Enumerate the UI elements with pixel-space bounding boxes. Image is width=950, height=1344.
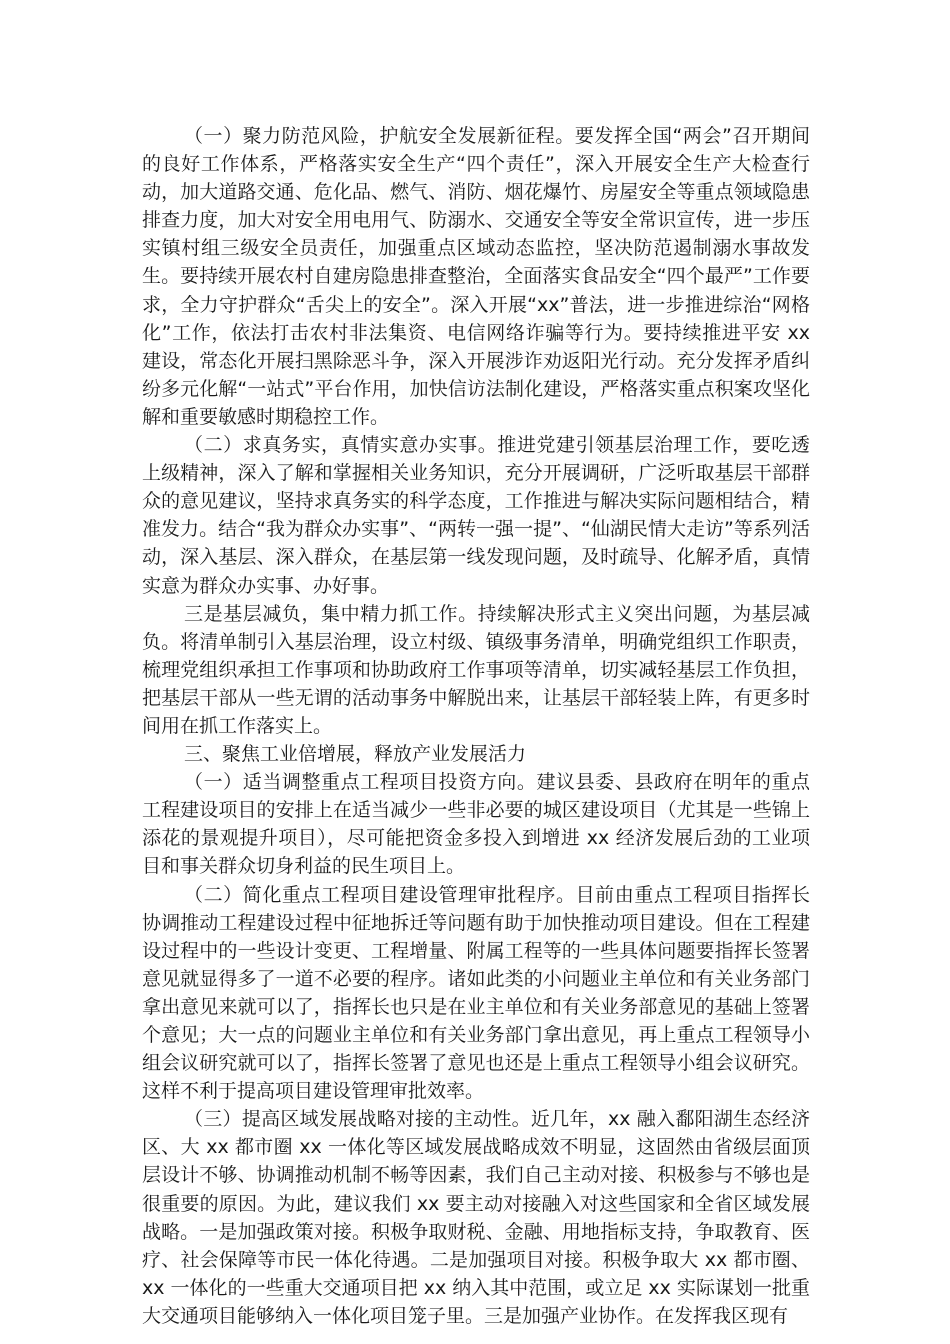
paragraph-burden-reduction: 三是基层减负，集中精力抓工作。持续解决形式主义突出问题，为基层减负。将清单制引入基层治理，设立村级、镇级事务清单，明确党组织工作职责，梳理党组织承担工作事项和协助政府工作事项等清单，切实减轻基层工作负担，把基层干部从一些无谓的活动事务中解脱出来，让基层干部轻装上阵，有更多时间用在抓工作落实上。 xyxy=(142,602,810,737)
section-heading-industry: 三、聚焦工业倍增展，释放产业发展活力 xyxy=(184,743,527,766)
paragraph-approval-procedure: （二）简化重点工程项目建设管理审批程序。目前由重点工程项目指挥长协调推动工程建设过程中征地拆迁等问题有助于加快推动项目建设。但在工程建设过程中的一些设计变更、工程增量、附属工程等的一些具体问题要指挥长签署意见就显得多了一道不必要的程序。诸如此类的小问题业主单位和有关业务部门拿出意见来就可以了，指挥长也只是在业主单位和有关业务部意见的基础上签署个意见；大一点的问题业主单位和有关业务部门拿出意见，再上重点工程领导小组会议研究就可以了，指挥长签署了意见也还是上重点工程领导小组会议研究。这样不利于提高项目建设管理审批效率。 xyxy=(142,883,810,1103)
document-body xyxy=(142,122,810,1330)
paragraph-practical-work: （二）求真务实，真情实意办实事。推进党建引领基层治理工作，要吃透上级精神，深入了解和掌握相关业务知识，充分开展调研，广泛听取基层干部群众的意见建议，坚持求真务实的科学态度，工作推进与解决实际问题相结合，精准发力。结合“我为群众办实事”、“两转一强一提”、“仙湖民情大走访”等系列活动，深入基层、深入群众，在基层第一线发现问题，及时疏导、化解矛盾，真情实意为群众办实事、办好事。 xyxy=(142,434,810,597)
paragraph-investment-direction: （一）适当调整重点工程项目投资方向。建议县委、县政府在明年的重点工程建设项目的安排上在适当减少一些非必要的城区建设项目（尤其是一些锦上添花的景观提升项目），尽可能把资金多投入到增进 xx 经济发展后劲的工业项目和事关群众切身利益的民生项目上。 xyxy=(142,771,810,878)
paragraph-regional-strategy: （三）提高区域发展战略对接的主动性。近几年，xx 融入鄱阳湖生态经济区、大 xx 都市圈 xx 一体化等区域发展战略成效不明显，这固然由省级层面顶层设计不够、协调推动机制不畅等因素，我们自己主动对接、积极参与不够也是很重要的原因。为此，建议我们 xx 要主动对接融入对这些国家和全省区域发展战略。一是加强政策对接。积极争取财税、金融、用地指标支持，争取教育、医疗、社会保障等市民一体化待遇。二是加强项目对接。积极争取大 xx 都市圈、xx 一体化的一些重大交通项目把 xx 纳入其中范围，或立足 xx 实际谋划一批重大交通项目能够纳入一体化项目笼子里。三是加强产业协作。在发挥我区现有 xyxy=(142,1108,810,1327)
paragraph-safety: （一）聚力防范风险，护航安全发展新征程。要发挥全国“两会”召开期间的良好工作体系，严格落实安全生产“四个责任”，深入开展安全生产大检查行动，加大道路交通、危化品、燃气、消防、烟花爆竹、房屋安全等重点领域隐患排查力度，加大对安全用电用气、防溺水、交通安全等安全常识宣传，进一步压实镇村组三级安全员责任，加强重点区域动态监控，坚决防范遏制溺水事故发生。要持续开展农村自建房隐患排查整治，全面落实食品安全“四个最严”工作要求，全力守护群众“舌尖上的安全”。深入开展“xx”普法，进一步推进综治“网格化”工作，依法打击农村非法集资、电信网络诈骗等行为。要持续推进平安 xx 建设，常态化开展扫黑除恶斗争，深入开展涉诈劝返阳光行动。充分发挥矛盾纠纷多元化解“一站式”平台作用，加快信访法制化建设，严格落实重点积案攻坚化解和重要敏感时期稳控工作。 xyxy=(142,125,810,428)
